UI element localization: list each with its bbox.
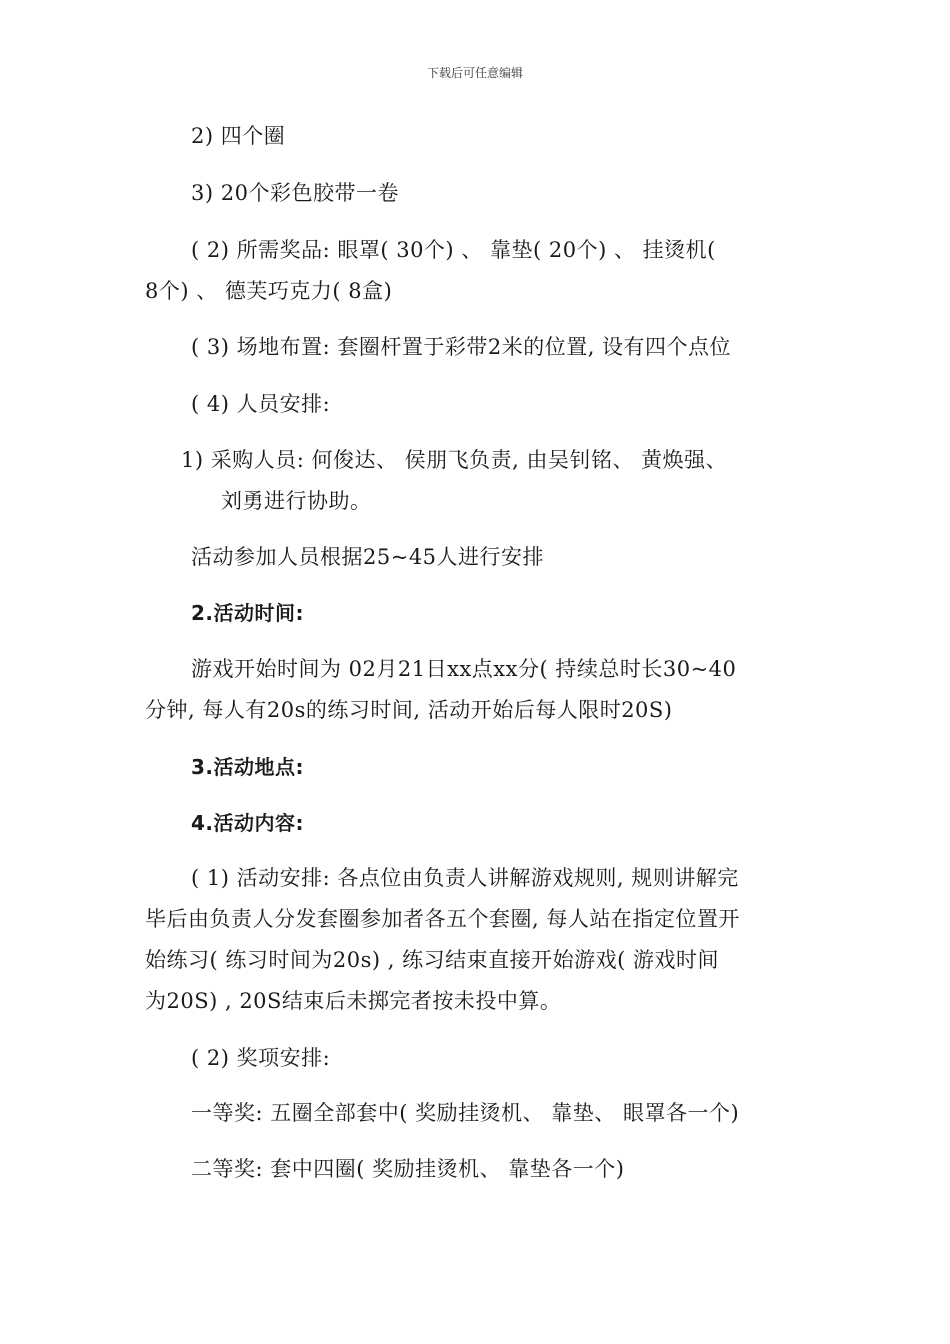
page-header: 下载后可任意编辑 (426, 66, 523, 80)
staff-arrangement-heading: ( 4) 人员安排: (191, 392, 331, 416)
section-heading-location: 3.活动地点: (191, 755, 305, 779)
purchasing-staff-line1: 1) 采购人员: 何俊达、 侯朋飞负责, 由吴钊铭、 黄焕强、 (181, 448, 728, 472)
prizes-needed-line2: 8个) 、 德芙巧克力( 8盒) (145, 279, 393, 303)
first-prize: 一等奖: 五圈全部套中( 奖励挂烫机、 靠垫、 眼罩各一个) (191, 1101, 740, 1125)
content-paragraph-line3: 始练习( 练习时间为20s) , 练习结束直接开始游戏( 游戏时间 (145, 948, 719, 972)
list-item-four-rings: 2) 四个圈 (191, 124, 286, 148)
section-heading-content: 4.活动内容: (191, 811, 305, 835)
second-prize: 二等奖: 套中四圈( 奖励挂烫机、 靠垫各一个) (191, 1157, 625, 1181)
content-paragraph-line2: 毕后由负责人分发套圈参加者各五个套圈, 每人站在指定位置开 (145, 907, 740, 931)
prizes-needed-line1: ( 2) 所需奖品: 眼罩( 30个) 、 靠垫( 20个) 、 挂烫机( (191, 238, 716, 262)
time-paragraph-line1: 游戏开始时间为 02月21日xx点xx分( 持续总时长30~40 (191, 657, 737, 681)
content-paragraph-line4: 为20S) , 20S结束后未掷完者按未投中算。 (145, 989, 562, 1013)
time-paragraph-line2: 分钟, 每人有20s的练习时间, 活动开始后每人限时20S) (145, 698, 673, 722)
purchasing-staff-line2: 刘勇进行协助。 (221, 489, 372, 513)
participants-note: 活动参加人员根据25~45人进行安排 (191, 545, 545, 569)
section-heading-time: 2.活动时间: (191, 601, 305, 625)
venue-layout: ( 3) 场地布置: 套圈杆置于彩带2米的位置, 设有四个点位 (191, 335, 732, 359)
awards-heading: ( 2) 奖项安排: (191, 1046, 331, 1070)
list-item-colored-tape: 3) 20个彩色胶带一卷 (191, 181, 399, 205)
content-paragraph-line1: ( 1) 活动安排: 各点位由负责人讲解游戏规则, 规则讲解完 (191, 866, 739, 890)
